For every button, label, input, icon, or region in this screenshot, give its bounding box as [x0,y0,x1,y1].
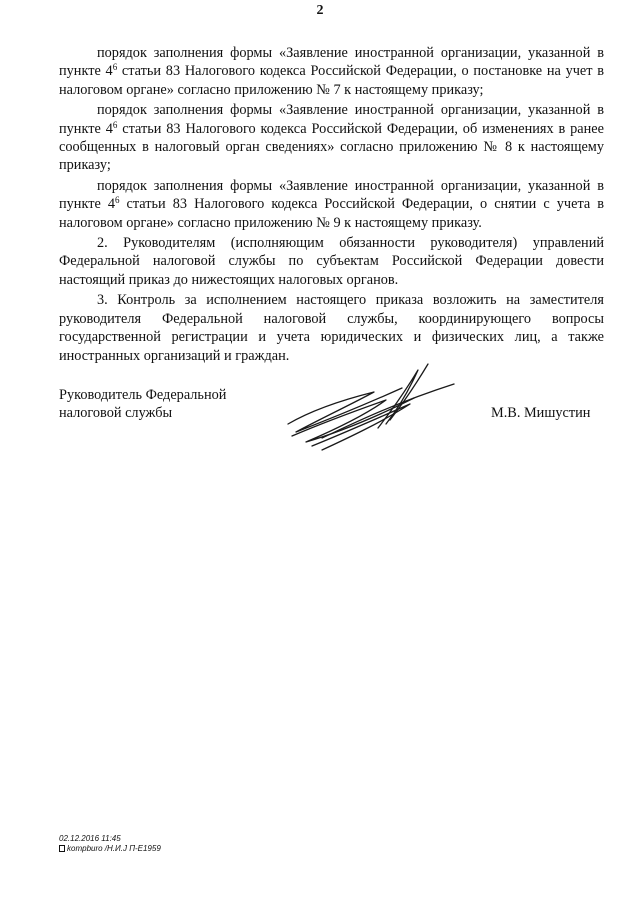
signatory-title: Руководитель Федеральной налоговой службы [59,387,227,422]
footer-timestamp: 02.12.2016 11:45 [59,834,121,843]
signatory-name: М.В. Мишустин [491,405,591,421]
page-number: 2 [316,3,324,18]
paragraph-item-2: 2. Руководителям (исполняющим обязанности руководителя) управлений Федеральной налоговой службы по субъектам Российской Федерации довести настоящий приказ до нижестоящих налоговых органов. [59,235,604,288]
paragraph-item-3: 3. Контроль за исполнением настоящего приказа возложить на заместителя руководителя Федеральной налоговой службы, координирующего вопросы государственной регистрации и учета юридических и физических лиц, а также иностранных организаций и граждан. [59,292,604,364]
paragraph-appendix-7: порядок заполнения формы «Заявление иностранной организации, указанной в пункте $4^6$ статьи 83 Налогового кодекса Российской Федерации, о постановке на учет в налоговом органе» согласно приложению № 7 к настоящему приказу; [59,45,604,98]
footer-file-path: kompburo /Н.И.J П-Е1959 [67,844,161,853]
paragraph-appendix-8: порядок заполнения формы «Заявление иностранной организации, указанной в пункте $4^6$ статьи 83 Налогового кодекса Российской Федерации, об изменениях в ранее сообщенных в налоговый орган сведениях» согласно приложению № 8 к настоящему приказу; [59,102,604,174]
document-icon [59,845,65,852]
footer-file-line [59,844,161,854]
paragraph-appendix-9: порядок заполнения формы «Заявление иностранной организации, указанной в пункте $4^6$ статьи 83 Налогового кодекса Российской Федерации, о снятии с учета в налоговом органе» согласно приложению № 9 к настоящему приказу. [59,177,604,231]
document-body [59,44,604,367]
document-footer [59,834,161,854]
handwritten-signature [282,358,457,468]
